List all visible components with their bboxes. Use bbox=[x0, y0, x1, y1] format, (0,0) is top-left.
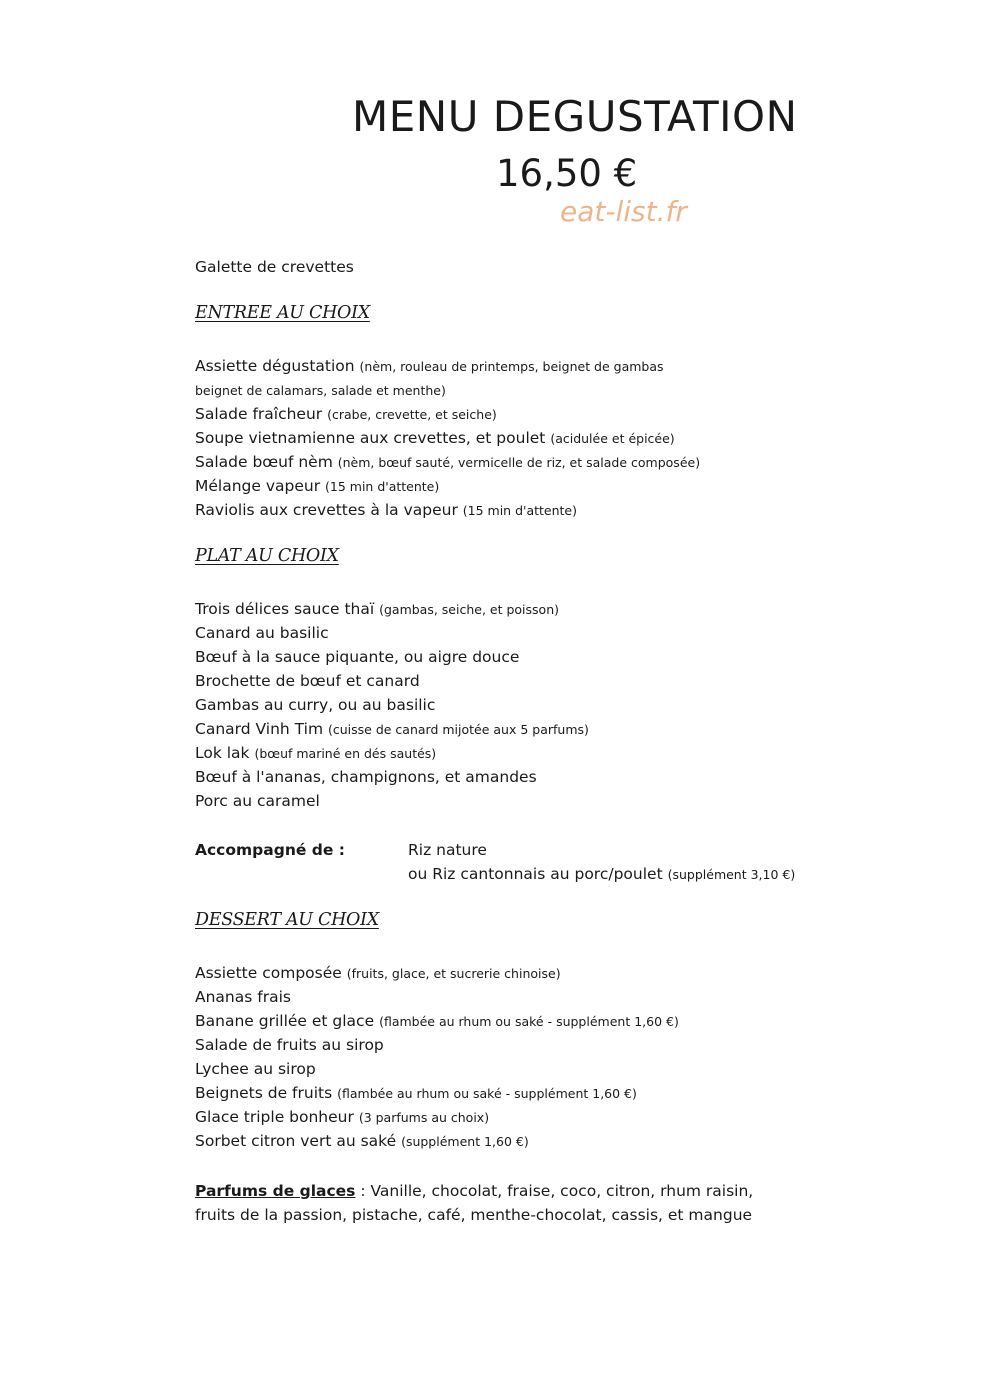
menu-item bbox=[195, 1009, 679, 1033]
menu-item-name: Soupe vietnamienne aux crevettes, et poulet bbox=[195, 429, 546, 447]
menu-item bbox=[195, 597, 589, 621]
menu-item-name: Assiette dégustation bbox=[195, 357, 355, 375]
menu-item bbox=[195, 789, 589, 813]
dessert-title: DESSERT AU CHOIX bbox=[195, 910, 379, 930]
menu-item-note: (bœuf mariné en dés sautés) bbox=[254, 746, 437, 761]
flavours-line: fruits de la passion, pistache, café, menthe-chocolat, cassis, et mangue bbox=[195, 1206, 753, 1224]
menu-item-name: Canard au basilic bbox=[195, 624, 329, 642]
menu-item-name: Banane grillée et glace bbox=[195, 1012, 375, 1030]
menu-item-name: Lok lak bbox=[195, 744, 250, 762]
menu-item bbox=[195, 985, 679, 1009]
accompaniment-label: Accompagné de : bbox=[195, 841, 345, 859]
menu-item-name: Porc au caramel bbox=[195, 792, 320, 810]
menu-item-note: (supplément 1,60 €) bbox=[401, 1134, 529, 1149]
menu-item-name: Bœuf à la sauce piquante, ou aigre douce bbox=[195, 648, 520, 666]
menu-item-name: Brochette de bœuf et canard bbox=[195, 672, 420, 690]
menu-price: 16,50 € bbox=[496, 152, 638, 195]
menu-item-name: Ananas frais bbox=[195, 988, 291, 1006]
menu-item-name: Salade de fruits au sirop bbox=[195, 1036, 384, 1054]
menu-item-name: Canard Vinh Tim bbox=[195, 720, 324, 738]
menu-item-name: Lychee au sirop bbox=[195, 1060, 316, 1078]
plat-list bbox=[195, 597, 589, 813]
menu-item-note: (3 parfums au choix) bbox=[358, 1110, 490, 1125]
flavours-line bbox=[195, 1178, 753, 1202]
menu-item-name: Sorbet citron vert au saké bbox=[195, 1132, 397, 1150]
menu-item-note: (15 min d'attente) bbox=[462, 503, 577, 518]
menu-item-name: Salade bœuf nèm bbox=[195, 453, 333, 471]
accompaniment-option-name: ou Riz cantonnais au porc/poulet bbox=[408, 865, 663, 883]
menu-item bbox=[195, 450, 700, 474]
menu-item-note: (flambée au rhum ou saké - supplément 1,60 €) bbox=[379, 1014, 679, 1029]
plat-title: PLAT AU CHOIX bbox=[195, 546, 339, 566]
menu-item bbox=[195, 498, 700, 522]
menu-item-name: Trois délices sauce thaï bbox=[195, 600, 375, 618]
menu-item-note: (15 min d'attente) bbox=[325, 479, 440, 494]
menu-item-note: (crabe, crevette, et seiche) bbox=[327, 407, 497, 422]
menu-item bbox=[195, 1057, 679, 1081]
menu-item-note: (acidulée et épicée) bbox=[550, 431, 675, 446]
menu-item bbox=[195, 1105, 679, 1129]
menu-item bbox=[195, 1129, 679, 1153]
menu-item bbox=[195, 378, 700, 402]
menu-item-note: (cuisse de canard mijotée aux 5 parfums) bbox=[328, 722, 589, 737]
menu-item-name: Assiette composée bbox=[195, 964, 342, 982]
entree-list bbox=[195, 354, 700, 522]
menu-item-name: Mélange vapeur bbox=[195, 477, 321, 495]
menu-item-name: Bœuf à l'ananas, champignons, et amandes bbox=[195, 768, 537, 786]
menu-item-note: (fruits, glace, et sucrerie chinoise) bbox=[346, 966, 561, 981]
menu-item bbox=[195, 693, 589, 717]
menu-item bbox=[195, 402, 700, 426]
menu-item bbox=[195, 669, 589, 693]
accompaniment-option bbox=[408, 862, 795, 886]
menu-item-name: Gambas au curry, ou au basilic bbox=[195, 696, 436, 714]
menu-title: MENU DEGUSTATION bbox=[352, 92, 798, 141]
menu-item bbox=[195, 426, 700, 450]
flavours-separator: : bbox=[355, 1182, 371, 1200]
accompaniment-list bbox=[408, 838, 795, 886]
menu-item-note: (flambée au rhum ou saké - supplément 1,60 €) bbox=[337, 1086, 637, 1101]
menu-item bbox=[195, 645, 589, 669]
entree-title: ENTREE AU CHOIX bbox=[195, 303, 370, 323]
menu-item-name: Raviolis aux crevettes à la vapeur bbox=[195, 501, 458, 519]
menu-item-note: (gambas, seiche, et poisson) bbox=[379, 602, 559, 617]
menu-item bbox=[195, 621, 589, 645]
menu-item bbox=[195, 1081, 679, 1105]
menu-item-note: beignet de calamars, salade et menthe) bbox=[195, 383, 446, 398]
menu-item bbox=[195, 1033, 679, 1057]
menu-item bbox=[195, 474, 700, 498]
menu-item-name: Glace triple bonheur bbox=[195, 1108, 354, 1126]
accompaniment-option: Riz nature bbox=[408, 841, 487, 859]
dessert-list bbox=[195, 961, 679, 1153]
menu-item-name: Beignets de fruits bbox=[195, 1084, 333, 1102]
menu-item-name: Salade fraîcheur bbox=[195, 405, 323, 423]
menu-item-note: (nèm, bœuf sauté, vermicelle de riz, et salade composée) bbox=[337, 455, 701, 470]
menu-item bbox=[195, 354, 700, 378]
ice-cream-flavours bbox=[195, 1178, 753, 1226]
menu-item bbox=[195, 717, 589, 741]
watermark: eat-list.fr bbox=[560, 195, 687, 228]
menu-item bbox=[195, 961, 679, 985]
flavours-text: Vanille, chocolat, fraise, coco, citron, rhum raisin, bbox=[370, 1182, 754, 1200]
accompaniment-option-note: (supplément 3,10 €) bbox=[667, 867, 796, 882]
menu-item bbox=[195, 741, 589, 765]
flavours-label: Parfums de glaces bbox=[195, 1182, 356, 1200]
menu-item bbox=[195, 765, 589, 789]
intro-item: Galette de crevettes bbox=[195, 258, 354, 276]
intro-line bbox=[195, 255, 354, 279]
menu-item-note: (nèm, rouleau de printemps, beignet de gambas bbox=[359, 359, 664, 374]
